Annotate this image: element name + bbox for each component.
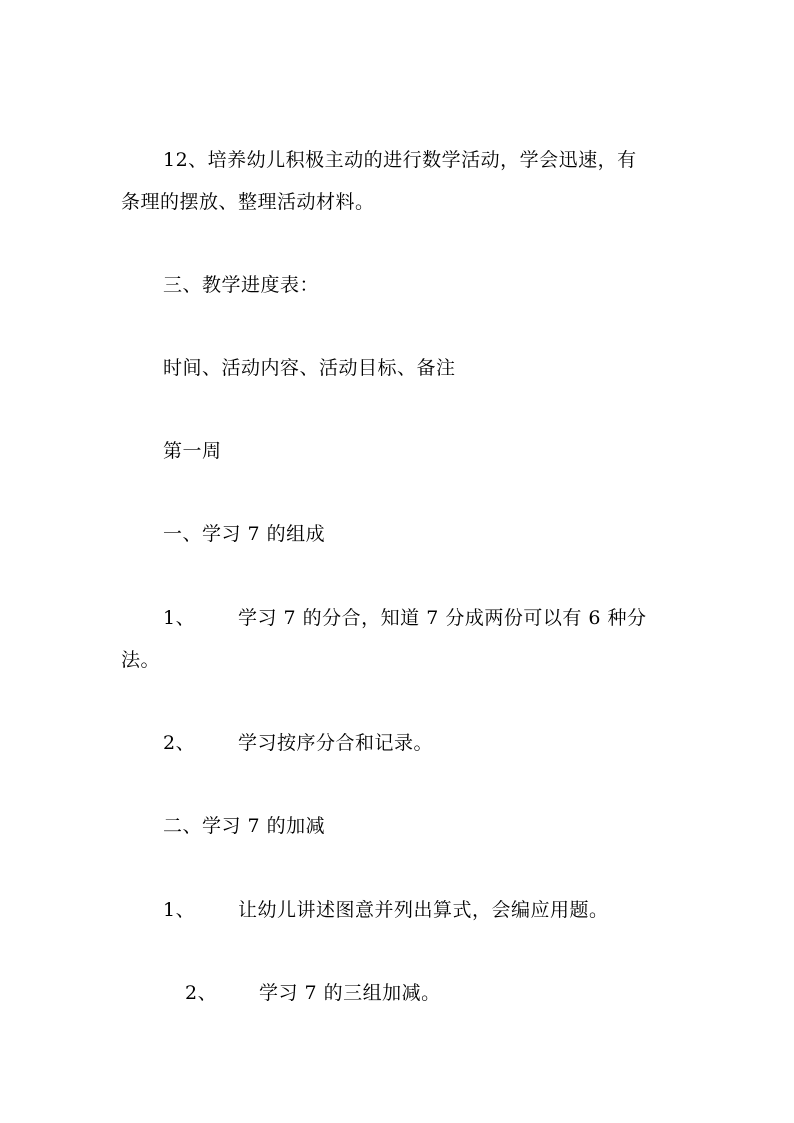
topic-2-item-2-number: 2、 (185, 982, 218, 1004)
topic-2-item-1-number: 1、 (163, 899, 196, 921)
topic-1-item-1-text: 学习 7 的分合，知道 7 分成两份可以有 6 种分 (238, 607, 647, 629)
paragraph-12-line-2: 条理的摆放、整理活动材料。 (121, 191, 375, 213)
topic-1-item-1-number: 1、 (163, 607, 196, 629)
topic-2-item-1-text: 让幼儿讲述图意并列出算式，会编应用题。 (238, 899, 609, 921)
section-3-heading: 三、教学进度表： (163, 274, 320, 296)
topic-1-item-2-number: 2、 (163, 732, 196, 754)
week-1-label: 第一周 (163, 440, 222, 462)
topic-1-item-1-text-continued: 法。 (121, 649, 161, 671)
topic-1-item-2-text: 学习按序分合和记录。 (238, 732, 434, 754)
topic-1-heading: 一、学习 7 的组成 (163, 523, 326, 545)
table-header: 时间、活动内容、活动目标、备注 (163, 357, 456, 379)
paragraph-12-line-1: 12、培养幼儿积极主动的进行数学活动，学会迅速，有 (163, 149, 637, 171)
topic-2-heading: 二、学习 7 的加减 (163, 815, 326, 837)
topic-2-item-2-text: 学习 7 的三组加减。 (259, 982, 441, 1004)
